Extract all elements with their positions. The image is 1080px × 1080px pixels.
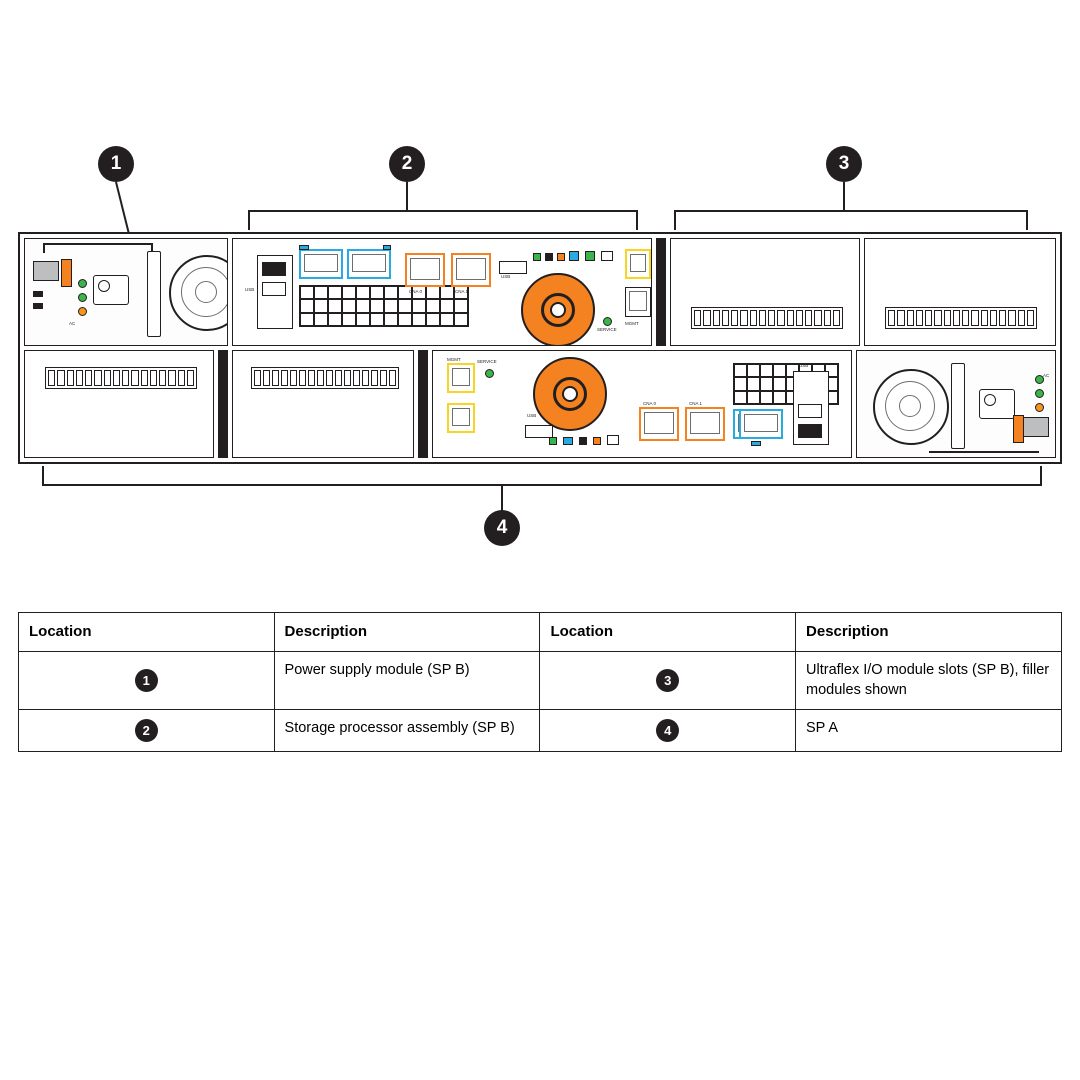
legend-description-cell: Storage processor assembly (SP B) <box>274 710 540 752</box>
psu-handle[interactable] <box>951 363 965 449</box>
ultraflex-io-filler-sp-a-right[interactable] <box>232 350 414 458</box>
sp-b-cna-port-0[interactable] <box>405 253 445 287</box>
callout-badge-2: 2 <box>389 146 425 182</box>
chassis-divider-bottom-right <box>418 350 428 458</box>
legend-location-cell <box>19 652 275 710</box>
sp-a-mgmt-port[interactable] <box>447 363 475 393</box>
sp-b-label-cna0: CNA 0 <box>409 289 423 294</box>
legend-table <box>18 612 1062 752</box>
legend-location-cell <box>19 710 275 752</box>
sp-b-vent-grid <box>299 285 469 327</box>
psu-fan <box>873 369 949 445</box>
power-supply-module-sp-a[interactable]: AC <box>856 350 1056 458</box>
callout-badge-3: 3 <box>826 146 862 182</box>
legend-badge-3: 3 <box>656 669 679 692</box>
callout-badge-1: 1 <box>98 146 134 182</box>
chassis-top-row <box>24 238 1056 346</box>
legend-header-location-2: Location <box>540 613 796 652</box>
legend-description-cell: SP A <box>796 710 1062 752</box>
psu-release-tab[interactable] <box>1013 415 1024 443</box>
callout-leader-4 <box>501 484 503 512</box>
callout-bracket-2 <box>248 210 638 230</box>
callout-bracket-3 <box>674 210 1028 230</box>
table-row <box>19 652 1062 710</box>
legend-header-location-1: Location <box>19 613 275 652</box>
ultraflex-io-filler-sp-a-left[interactable] <box>24 350 214 458</box>
sp-b-sas-port-1[interactable] <box>347 249 391 279</box>
legend-location-cell <box>540 652 796 710</box>
ultraflex-io-filler-sp-b-right[interactable] <box>864 238 1056 346</box>
legend-header-row <box>19 613 1062 652</box>
psu-fan <box>169 255 228 331</box>
psu-led-ac <box>78 293 87 302</box>
psu-latch <box>1023 417 1049 437</box>
psu-latch <box>33 261 59 281</box>
sp-a-service-module[interactable] <box>793 371 829 445</box>
legend-location-cell <box>540 710 796 752</box>
legend-description-cell: Power supply module (SP B) <box>274 652 540 710</box>
psu-ac-power-socket <box>93 275 129 305</box>
chassis-divider-top <box>656 238 666 346</box>
legend-badge-1: 1 <box>135 669 158 692</box>
sp-b-mgmt-port[interactable] <box>625 249 651 279</box>
psu-release-tab[interactable] <box>61 259 72 287</box>
storage-processor-assembly-sp-b[interactable]: USB CNA 0 CNA 1 USB SERVICE MGMT <box>232 238 652 346</box>
psu-handle[interactable] <box>147 251 161 337</box>
legend-badge-2: 2 <box>135 719 158 742</box>
sp-a-service-port[interactable] <box>447 403 475 433</box>
callout-leader-3 <box>843 182 845 210</box>
storage-processor-assembly-sp-a[interactable]: MGMT SERVICE USB CNA 0 CNA 1 USB <box>432 350 852 458</box>
callout-leader-1 <box>115 182 130 236</box>
legend-header-description-1: Description <box>274 613 540 652</box>
sp-a-power-dial[interactable] <box>533 357 607 431</box>
psu-label-ac: AC <box>69 321 76 326</box>
callout-leader-2 <box>406 182 408 210</box>
table-row <box>19 710 1062 752</box>
sp-b-power-dial[interactable] <box>521 273 595 346</box>
legend-header-description-2: Description <box>796 613 1062 652</box>
sp-b-service-module[interactable] <box>257 255 293 329</box>
sp-b-sas-port-0[interactable] <box>299 249 343 279</box>
chassis-bottom-row <box>24 350 1056 458</box>
filler-vent-grille <box>885 307 1037 329</box>
psu-ac-power-socket <box>979 389 1015 419</box>
sp-b-cna-port-1[interactable] <box>451 253 491 287</box>
legend-description-cell: Ultraflex I/O module slots (SP B), filler modules shown <box>796 652 1062 710</box>
sp-a-sas-port-1[interactable] <box>739 409 783 439</box>
sp-a-status-led <box>485 369 494 378</box>
callout-badge-4: 4 <box>484 510 520 546</box>
sp-a-cna-port-1[interactable] <box>685 407 725 441</box>
power-supply-module-sp-b[interactable] <box>24 238 228 346</box>
sp-b-label-cna1: CNA 1 <box>455 289 469 294</box>
filler-vent-grille <box>691 307 843 329</box>
psu-led-fault <box>1035 403 1044 412</box>
chassis-divider-bottom-left <box>218 350 228 458</box>
storage-system-chassis-rear <box>18 232 1062 464</box>
legend-badge-4: 4 <box>656 719 679 742</box>
sp-b-label-usb: USB <box>245 287 255 292</box>
sp-a-cna-port-0[interactable] <box>639 407 679 441</box>
psu-led-power <box>1035 389 1044 398</box>
ultraflex-io-filler-sp-b-left[interactable] <box>670 238 860 346</box>
sp-b-service-port[interactable] <box>625 287 651 317</box>
psu-led-power <box>78 279 87 288</box>
sp-b-status-led <box>603 317 612 326</box>
filler-vent-grille <box>45 367 197 389</box>
callout-bracket-4 <box>42 466 1042 486</box>
psu-led-fault <box>78 307 87 316</box>
sp-b-usb-port[interactable] <box>499 261 527 274</box>
filler-vent-grille <box>251 367 399 389</box>
